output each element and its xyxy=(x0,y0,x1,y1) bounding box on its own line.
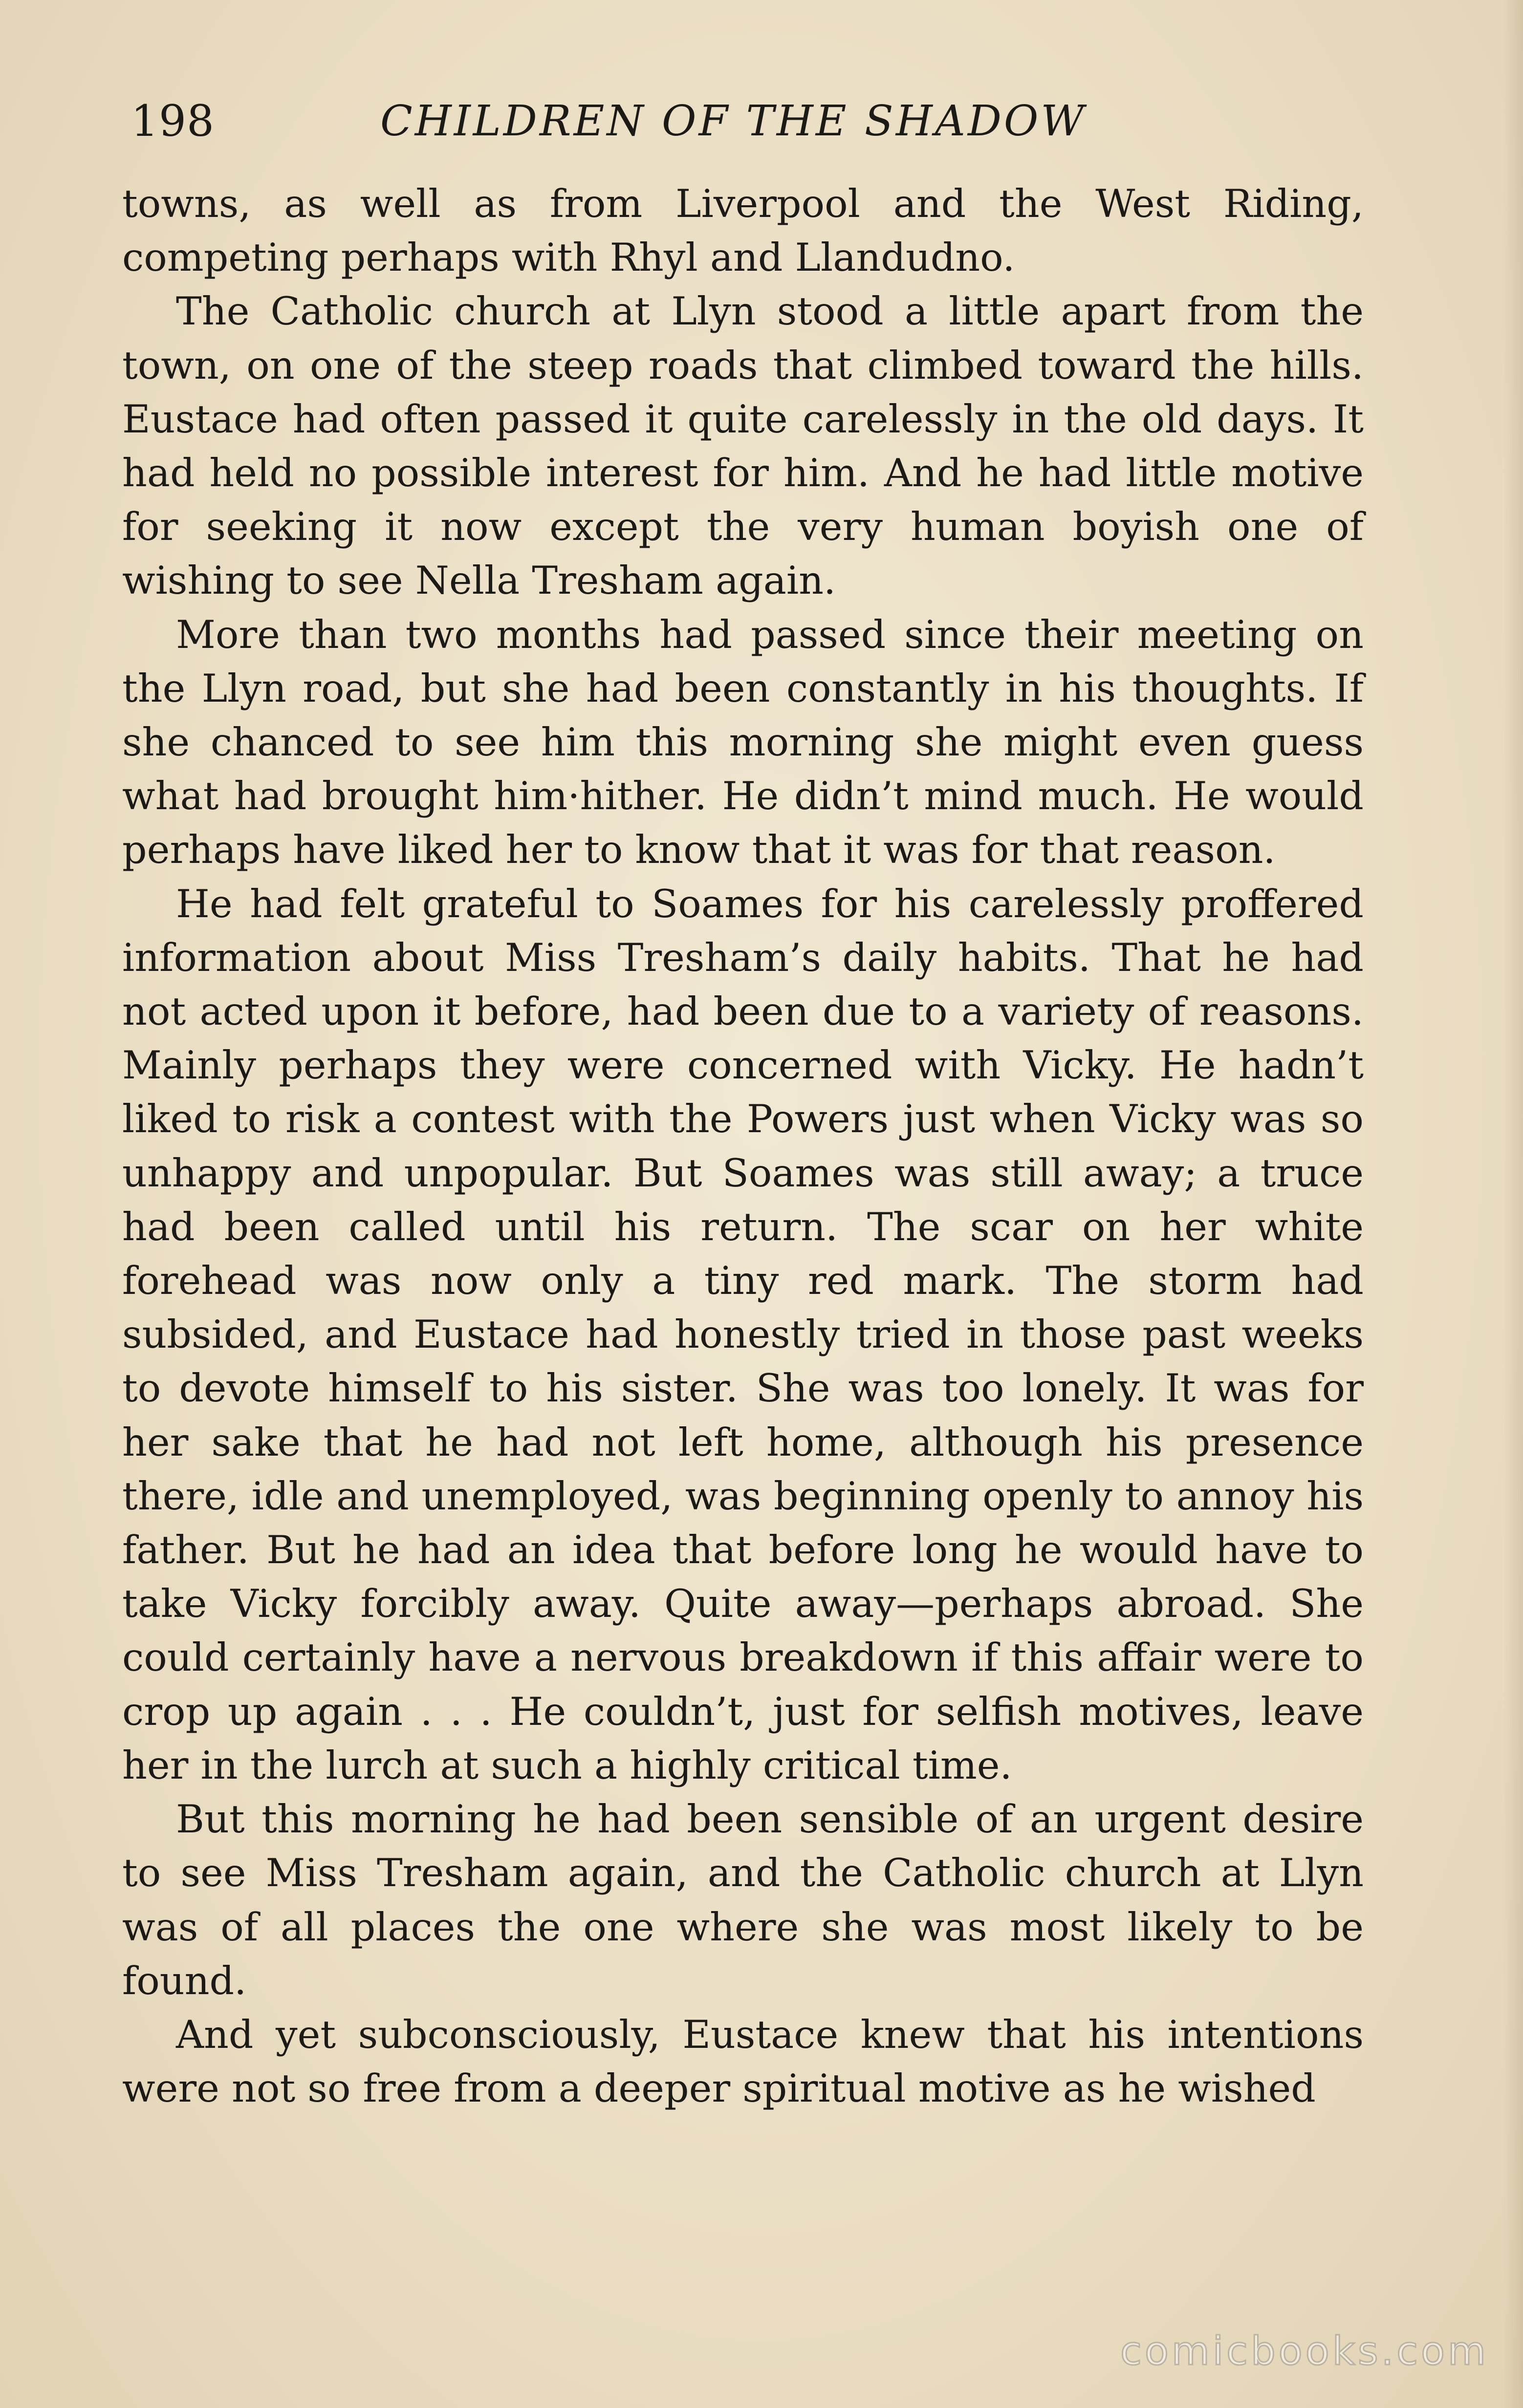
running-title: CHILDREN OF THE SHADOW xyxy=(380,97,1087,146)
paragraph-4: He had felt grateful to Soames for his carelessly proffered information about Miss Tresham’s daily habits. That he had not acted upon it before, had been due to a variety of reasons. Mainly perhaps they were concerned with Vicky. He hadn’t liked to risk a contest with the Powers just when Vicky was so unhappy and unpopular. But Soames was still away; a truce had been called until his return. The scar on her white forehead was now only a tiny red mark. The storm had subsided, and Eustace had honestly tried in those past weeks to devote himself to his sister. She was too lonely. It was for her sake that he had not left home, although his presence there, idle and unemployed, was beginning openly to annoy his father. But he had an idea that before long he would have to take Vicky forcibly away. Quite away—perhaps abroad. She could certainly have a nervous breakdown if this affair were to crop up again . . . He couldn’t, just for selfish motives, leave her in the lurch at such a highly critical time. xyxy=(122,881,1364,1788)
paragraph-1: towns, as well as from Liverpool and the West Riding, competing perhaps with Rhyl and Llandudno. xyxy=(122,181,1364,280)
paragraph-6: And yet subconsciously, Eustace knew that his intentions were not so free from a deeper spiritual motive as he wished xyxy=(122,2012,1364,2111)
paragraph-3: More than two months had passed since their meeting on the Llyn road, but she had been constantly in his thoughts. If she chanced to see him this morning she might even guess what had brought him·hither. He didn’t mind much. He would perhaps have liked her to know that it was for that reason. xyxy=(122,612,1364,873)
page-header xyxy=(131,87,1363,155)
body-text xyxy=(122,177,1364,2115)
paragraph-5: But this morning he had been sensible of an urgent desire to see Miss Tresham again, and the Catholic church at Llyn was of all places the one where she was most likely to be found. xyxy=(122,1797,1364,2003)
watermark: comicbooks.com xyxy=(1120,2328,1489,2374)
paragraph-2: The Catholic church at Llyn stood a little apart from the town, on one of the steep roads that climbed toward the hills. Eustace had often passed it quite carelessly in the old days. It had held no possible interest for him. And he had little motive for seeking it now except the very human boyish one of wishing to see Nella Tresham again. xyxy=(122,289,1364,603)
page-edge-shadow xyxy=(1503,0,1523,2408)
page-number: 198 xyxy=(131,96,215,146)
